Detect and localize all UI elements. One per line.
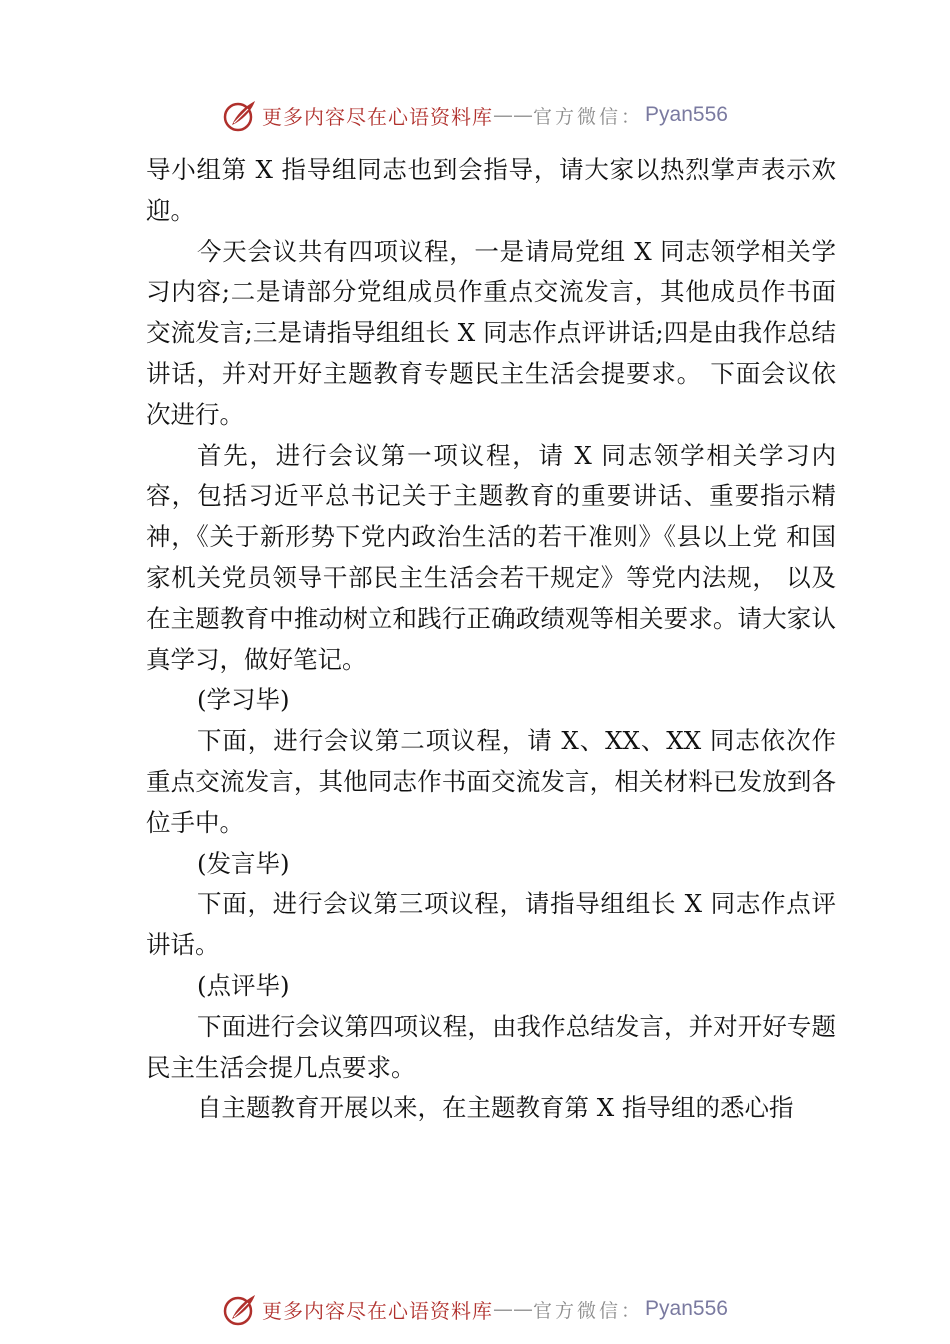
footer-banner [0,1289,950,1329]
paragraph-4: (学习毕) [197,685,290,715]
feather-pen-logo-icon [222,97,258,133]
document-body [146,150,836,1129]
paragraph-8: (点评毕) [197,970,290,1000]
footer-wechat-id: Pyan556 [645,1297,728,1320]
footer-slogan: 更多内容尽在心语资料库 [262,1298,494,1323]
paragraph-3: 首先，进行会议第一项议程，请 X 同志领学相关学习内容，包括习近平总书记关于主题教育的重要讲话、重要指示精神，《关于新形势下党内政治生活的若干准则》《县以上党 和国家机关党员领导干部民主生活会若干规定》等党内法规， 以及在主题教育中推动树立和践行正确政绩观等相关要求。请大家认真学习，做好笔记。 [146,440,836,674]
feather-pen-logo-icon [222,1291,258,1327]
footer-separator: —— [493,1297,534,1321]
footer-wechat-label: 官方微信： [533,1299,644,1322]
header-banner [0,95,950,135]
header-wechat-id: Pyan556 [645,103,728,126]
paragraph-10: 自主题教育开展以来，在主题教育第 X 指导组的悉心指 [197,1093,794,1123]
paragraph-6: (发言毕) [197,848,290,878]
header-wechat-label: 官方微信： [533,105,644,128]
header-separator: —— [493,103,534,127]
paragraph-9: 下面进行会议第四项议程，由我作总结发言，并对开好专题民主生活会提几点要求。 [146,1011,836,1082]
paragraph-7: 下面，进行会议第三项议程，请指导组组长 X 同志作点评讲话。 [146,889,836,960]
paragraph-5: 下面，进行会议第二项议程，请 X、XX、XX 同志依次作重点交流发言，其他同志作书面交流发言，相关材料已发放到各位手中。 [146,726,836,837]
header-slogan: 更多内容尽在心语资料库 [262,104,494,129]
paragraph-1: 导小组第 X 指导组同志也到会指导，请大家以热烈掌声表示欢迎。 [146,155,836,225]
paragraph-2: 今天会议共有四项议程，一是请局党组 X 同志领学相关学习内容;二是请部分党组成员作重点交流发言，其他成员作书面交流发言;三是请指导组组长 X 同志作点评讲话;四是由我作总结讲话，并对开好主题教育专题民主生活会提要求。 下面会议依次进行。 [146,236,836,429]
